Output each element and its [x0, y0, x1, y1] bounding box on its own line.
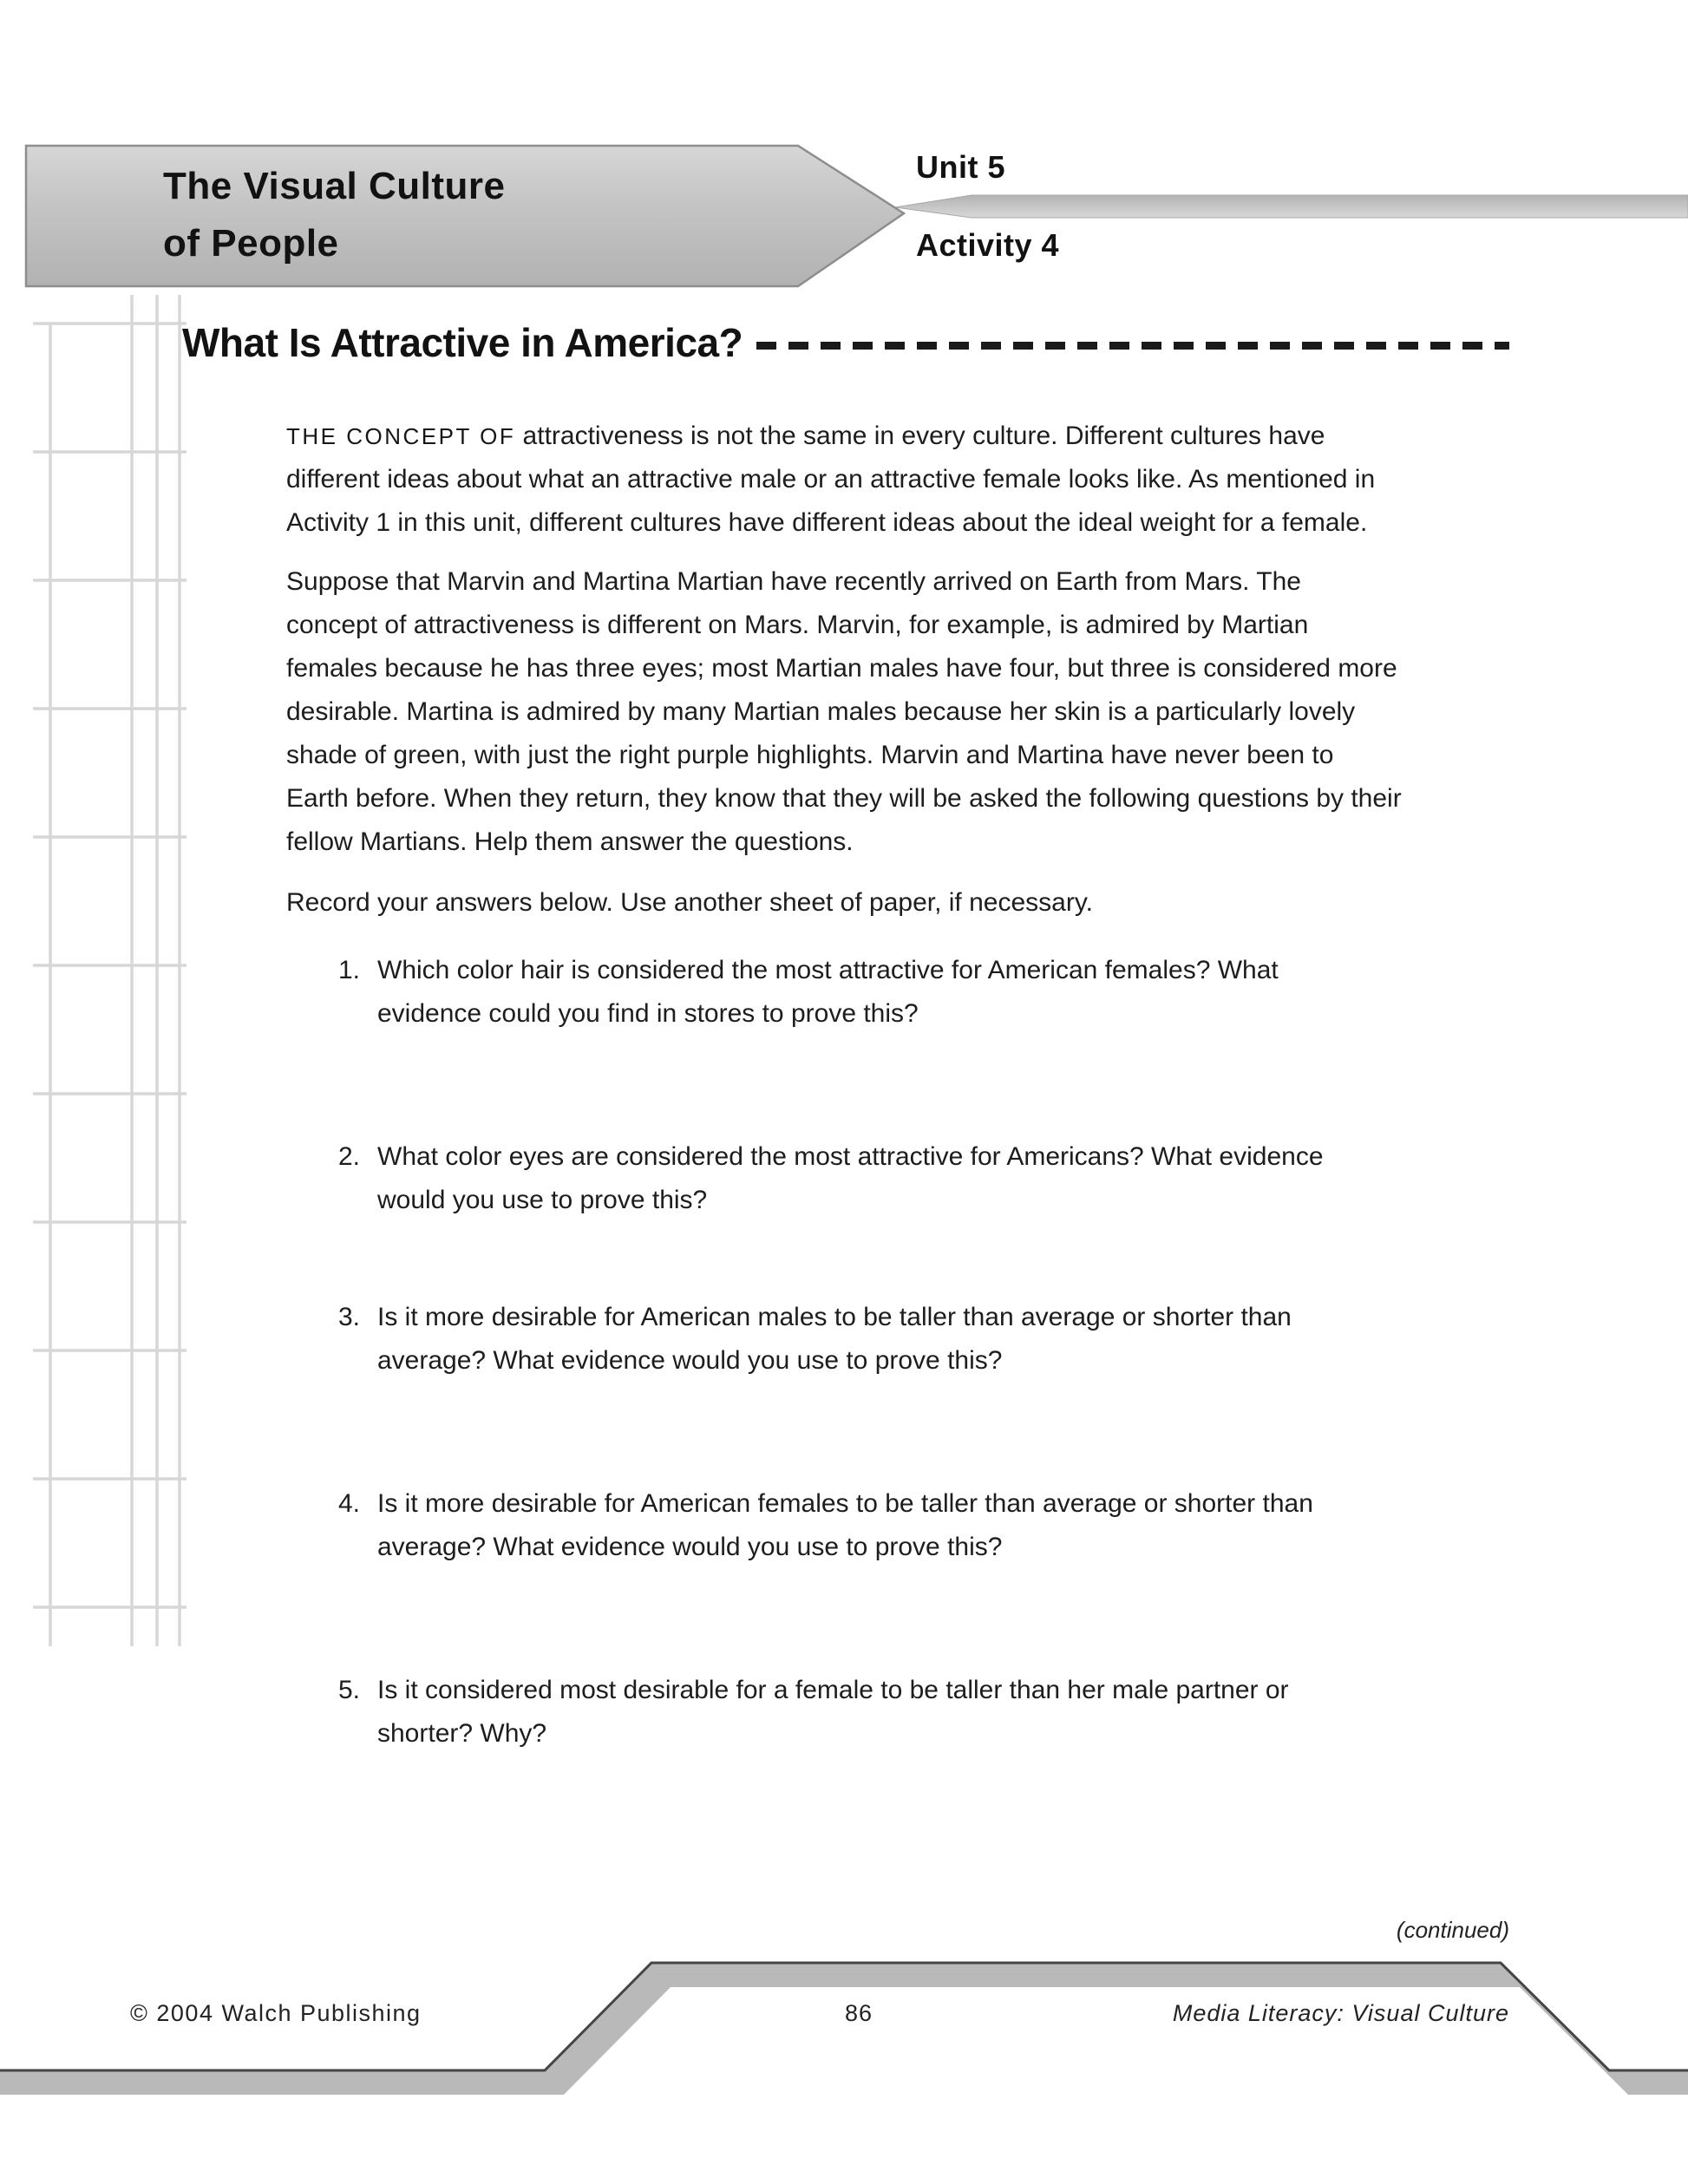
paragraph-line: Suppose that Marvin and Martina Martian have recently arrived on Earth from Mars. The [286, 567, 1301, 596]
question-line: Which color hair is considered the most attractive for American females? What [377, 956, 1279, 984]
question-number: 3. [337, 1303, 360, 1331]
series-banner [163, 158, 506, 272]
instruction-paragraph [286, 881, 1093, 925]
paragraph-line: Activity 1 in this unit, different cultures have different ideas about the ideal weight for a female. [286, 508, 1368, 537]
intro-paragraph [286, 415, 1375, 545]
question-line: shorter? Why? [377, 1719, 547, 1748]
question-text [377, 949, 1279, 1036]
question-item-1 [286, 949, 1279, 1036]
paragraph-line: concept of attractiveness is different on Mars. Marvin, for example, is admired by Martian [286, 611, 1309, 639]
scenario-paragraph [286, 560, 1402, 864]
question-number: 2. [337, 1142, 360, 1171]
question-text [377, 1669, 1289, 1756]
question-line: average? What evidence would you use to prove this? [377, 1346, 1003, 1375]
question-line: What color eyes are considered the most attractive for Americans? What evidence [377, 1142, 1324, 1171]
question-text [377, 1482, 1313, 1569]
page-title: What Is Attractive in America? [182, 320, 743, 365]
footer-band-shape [0, 1963, 1688, 2095]
instruction-text: Record your answers below. Use another sheet of paper, if necessary. [286, 888, 1093, 917]
lead-in-phrase: THE CONCEPT OF [286, 423, 516, 449]
paragraph-line: different ideas about what an attractive male or an attractive female looks like. As mentioned in [286, 465, 1376, 494]
question-line: Is it considered most desirable for a female to be taller than her male partner or [377, 1676, 1289, 1704]
question-line: would you use to prove this? [377, 1186, 708, 1214]
continued-note: (continued) [1396, 1917, 1509, 1943]
unit-label: Unit 5 [916, 149, 1006, 185]
question-line: Is it more desirable for American males to be taller than average or shorter than [377, 1303, 1292, 1331]
paragraph-line: females because he has three eyes; most Martian males have four, but three is considered more [286, 654, 1397, 683]
question-item-2 [286, 1135, 1324, 1222]
title-dash-rule [756, 342, 1509, 350]
paragraph-line: shade of green, with just the right purple highlights. Marvin and Martina have never been to [286, 741, 1334, 769]
paragraph-line: Earth before. When they return, they know that they will be asked the following questions by their [286, 784, 1402, 813]
question-line: Is it more desirable for American females to be taller than average or shorter than [377, 1489, 1313, 1518]
question-number: 1. [337, 956, 360, 984]
question-line: average? What evidence would you use to prove this? [377, 1533, 1003, 1561]
margin-grid-decoration [33, 295, 186, 1646]
question-item-4 [286, 1482, 1313, 1569]
paragraph-line-text: attractiveness is not the same in every culture. Different cultures have [522, 422, 1325, 450]
question-item-5 [286, 1669, 1289, 1756]
question-text [377, 1296, 1292, 1383]
question-line: evidence could you find in stores to prove this? [377, 999, 919, 1028]
footer-page-number: 86 [844, 2000, 873, 2026]
series-banner-line2: of People [163, 222, 339, 265]
question-text [377, 1135, 1324, 1222]
paragraph-line: fellow Martians. Help them answer the questions. [286, 827, 854, 856]
question-item-3 [286, 1296, 1292, 1383]
footer-copyright: © 2004 Walch Publishing [130, 2000, 422, 2026]
activity-label: Activity 4 [916, 227, 1060, 263]
question-number: 5. [337, 1676, 360, 1704]
question-number: 4. [337, 1489, 360, 1518]
paragraph-line: desirable. Martina is admired by many Martian males because her skin is a particularly lovely [286, 697, 1356, 726]
series-banner-line1: The Visual Culture [163, 165, 506, 207]
footer-book-title: Media Literacy: Visual Culture [1172, 2000, 1509, 2026]
header-stripe [895, 195, 1688, 218]
paragraph-line [286, 415, 1375, 458]
title-row [182, 319, 1509, 366]
